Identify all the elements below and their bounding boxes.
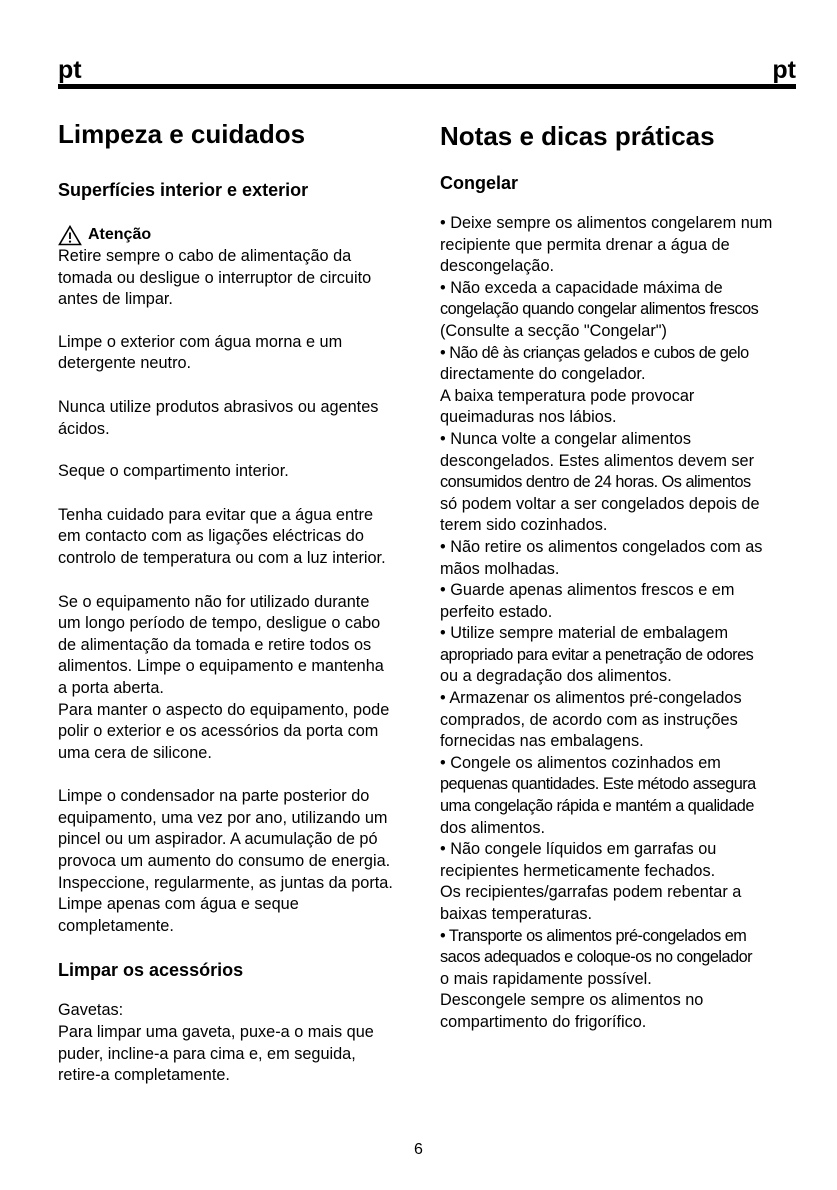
- text-line: • Deixe sempre os alimentos congelarem num: [440, 214, 773, 232]
- warning-paragraph: [58, 246, 418, 311]
- text-line: directamente do congelador.: [440, 365, 646, 384]
- text-line: (Consulte a secção "Congelar"): [440, 321, 667, 340]
- text-line: só podem voltar a ser congelados depois de: [440, 494, 760, 513]
- text-line: pequenas quantidades. Este método assegura: [440, 775, 756, 794]
- page-number: 6: [414, 1141, 423, 1158]
- text-line: descongelação.: [440, 257, 555, 276]
- text-line: perfeito estado.: [440, 602, 553, 621]
- page-header: [58, 54, 796, 90]
- text-line: Gavetas:: [58, 1001, 124, 1020]
- text-line: Limpe o condensador na parte posterior do: [58, 787, 370, 806]
- text-line: recipientes hermeticamente fechados.: [440, 861, 716, 880]
- text-line: • Não retire os alimentos congelados com as: [440, 537, 763, 556]
- text-line: • Congele os alimentos cozinhados em: [440, 753, 721, 772]
- freezing-tips: [440, 213, 796, 1034]
- text-line: antes de limpar.: [58, 290, 173, 309]
- text-line: • Não exceda a capacidade máxima de: [440, 278, 723, 297]
- text-line: equipamento, uma vez por ano, utilizando um: [58, 808, 388, 827]
- text-line: recipiente que permita drenar a água de: [440, 235, 730, 254]
- text-line: alimentos. Limpe o equipamento e mantenha: [58, 657, 384, 676]
- text-line: Tenha cuidado para evitar que a água entre: [58, 505, 374, 524]
- text-line: • Nunca volte a congelar alimentos: [440, 429, 691, 448]
- paragraph-dry: [58, 461, 418, 483]
- text-line: em contacto com as ligações eléctricas do: [58, 527, 364, 546]
- surfaces-heading: Superfícies interior e exterior: [58, 180, 309, 200]
- text-line: apropriado para evitar a penetração de odores: [440, 645, 754, 664]
- text-line: Para limpar uma gaveta, puxe-a o mais que: [58, 1023, 374, 1042]
- warning-label: [58, 224, 418, 246]
- text-line: Os recipientes/garrafas podem rebentar a: [440, 883, 742, 902]
- accessories-heading: Limpar os acessórios: [58, 960, 244, 981]
- text-line: sacos adequados e coloque-os no congelador: [440, 948, 753, 967]
- warning-text: Atenção: [88, 226, 152, 243]
- text-line: dos alimentos.: [440, 818, 545, 837]
- cleaning-title: Limpeza e cuidados: [58, 119, 306, 149]
- text-line: Retire sempre o cabo de alimentação da: [58, 247, 352, 265]
- text-line: descongelados. Estes alimentos devem ser: [440, 451, 755, 470]
- text-line: detergente neutro.: [58, 354, 192, 373]
- text-line: Inspeccione, regularmente, as juntas da porta.: [58, 873, 393, 892]
- text-line: terem sido cozinhados.: [440, 516, 608, 535]
- right-column: [440, 112, 796, 1034]
- text-line: Seque o compartimento interior.: [58, 462, 289, 481]
- text-line: uma cera de silicone.: [58, 743, 212, 762]
- freezing-heading: Congelar: [440, 173, 519, 193]
- text-line: retire-a completamente.: [58, 1066, 230, 1085]
- paragraph-condenser: [58, 786, 418, 937]
- left-column: [58, 112, 418, 1087]
- text-line: A baixa temperatura pode provocar: [440, 386, 695, 405]
- text-line: ou a degradação dos alimentos.: [440, 667, 672, 686]
- paragraph-drawers: [58, 1000, 418, 1086]
- warning-icon: [58, 225, 82, 246]
- text-line: comprados, de acordo com as instruções: [440, 710, 738, 729]
- text-line: puder, incline-a para cima e, em seguida,: [58, 1044, 356, 1063]
- text-line: tomada ou desligue o interruptor de circuito: [58, 268, 372, 287]
- language-label-left: pt: [58, 56, 82, 84]
- text-line: polir o exterior e os acessórios da porta com: [58, 722, 379, 741]
- paragraph-abrasives: [58, 397, 418, 440]
- text-line: mãos molhadas.: [440, 559, 560, 578]
- paragraph-water: [58, 505, 418, 570]
- text-line: Descongele sempre os alimentos no: [440, 991, 704, 1010]
- text-line: a porta aberta.: [58, 678, 164, 697]
- text-line: Limpe apenas com água e seque: [58, 895, 299, 914]
- text-line: • Utilize sempre material de embalagem: [440, 624, 729, 643]
- text-line: congelação quando congelar alimentos frescos: [440, 300, 759, 319]
- text-line: baixas temperaturas.: [440, 905, 593, 923]
- tips-title: Notas e dicas práticas: [440, 121, 715, 151]
- paragraph-unused: [58, 592, 418, 765]
- text-line: • Não dê às crianças gelados e cubos de gelo: [440, 343, 749, 362]
- paragraph-exterior: [58, 332, 418, 375]
- text-line: Para manter o aspecto do equipamento, pode: [58, 700, 390, 719]
- text-line: fornecidas nas embalagens.: [440, 732, 644, 751]
- text-line: completamente.: [58, 916, 174, 935]
- text-line: Nunca utilize produtos abrasivos ou agentes: [58, 397, 379, 416]
- text-line: ácidos.: [58, 419, 110, 438]
- text-line: o mais rapidamente possível.: [440, 969, 652, 988]
- text-line: • Transporte os alimentos pré-congelados em: [440, 926, 747, 945]
- text-line: Limpe o exterior com água morna e um: [58, 332, 343, 351]
- text-line: provoca um aumento do consumo de energia.: [58, 852, 391, 871]
- text-line: compartimento do frigorífico.: [440, 1012, 647, 1031]
- text-line: uma congelação rápida e mantém a qualidade: [440, 797, 754, 816]
- text-line: queimaduras nos lábios.: [440, 408, 617, 427]
- text-line: controlo de temperatura ou com a luz interior.: [58, 548, 386, 567]
- text-line: • Não congele líquidos em garrafas ou: [440, 840, 717, 859]
- text-line: • Guarde apenas alimentos frescos e em: [440, 581, 735, 600]
- text-line: de alimentação da tomada e retire todos os: [58, 635, 372, 654]
- header-rule: [58, 84, 796, 89]
- text-line: pincel ou um aspirador. A acumulação de pó: [58, 830, 378, 849]
- language-label-right: pt: [772, 56, 796, 84]
- text-line: um longo período de tempo, desligue o cabo: [58, 614, 381, 633]
- text-line: • Armazenar os alimentos pré-congelados: [440, 689, 742, 708]
- text-line: consumidos dentro de 24 horas. Os alimentos: [440, 473, 751, 492]
- text-line: Se o equipamento não for utilizado durante: [58, 592, 370, 611]
